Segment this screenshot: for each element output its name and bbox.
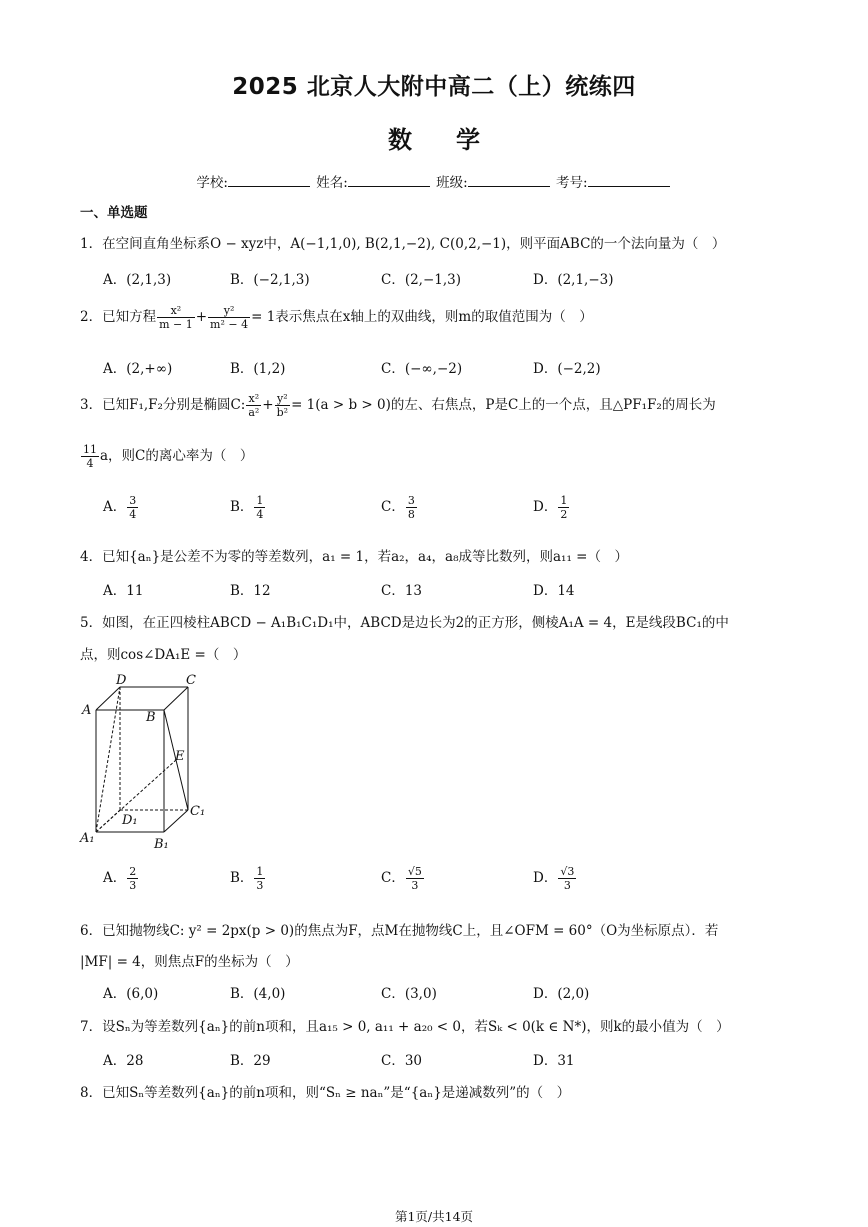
q4-option-b[interactable]: B．12 — [230, 583, 271, 599]
q3-option-a[interactable] — [103, 494, 139, 521]
q5-c-frac — [406, 865, 424, 892]
student-info-row — [0, 171, 868, 191]
q2-option-c[interactable]: C．(−∞,−2) — [381, 361, 463, 377]
question-5-stem: 5．如图，在正四棱柱ABCD − A₁B₁C₁D₁中，ABCD是边长为2的正方形，侧棱A₁A = 4，E是线段BC₁的中 — [80, 615, 729, 631]
q3-b-letter: B． — [230, 499, 254, 515]
q3-fraction-1 — [246, 392, 261, 419]
q3-a-frac — [127, 494, 138, 521]
label-a: A — [82, 703, 92, 718]
q3-d-letter: D． — [533, 499, 558, 515]
section-heading: 一、单选题 — [80, 205, 148, 221]
class-field[interactable] — [468, 174, 550, 187]
class-label: 班级: — [436, 175, 468, 191]
q5-option-b[interactable] — [230, 865, 266, 892]
q3-c-den: 8 — [407, 508, 415, 521]
q5-d-num: √3 — [560, 865, 575, 878]
label-b: B — [146, 710, 156, 725]
q2-frac2-den: m² − 4 — [210, 318, 249, 331]
question-6-stem: 6．已知抛物线C: y² = 2px(p > 0)的焦点为F，点M在抛物线C上，且∠OFM = 60°（O为坐标原点）．若 — [80, 923, 719, 939]
edge-cb — [164, 687, 188, 710]
q5-a-letter: A． — [103, 870, 127, 886]
q5-b-frac — [254, 865, 265, 892]
label-c1: C₁ — [190, 804, 206, 819]
subject-title: 数学 — [388, 126, 524, 154]
segment-a1d-hidden — [96, 687, 120, 832]
q2-option-a[interactable]: A．(2,+∞) — [103, 361, 173, 377]
q2-frac1-den: m − 1 — [159, 318, 193, 331]
prism-figure — [76, 670, 216, 855]
question-3-line-2 — [80, 443, 253, 470]
question-5-stem-line-2: 点，则cos∠DA₁E =（ ） — [80, 647, 247, 663]
q3-option-c[interactable] — [381, 494, 418, 521]
q3-d-den: 2 — [560, 508, 568, 521]
q5-c-letter: C． — [381, 870, 405, 886]
q3-line2-num: 11 — [83, 443, 97, 456]
q3-a-num: 3 — [129, 494, 137, 507]
q3-d-num: 1 — [560, 494, 568, 507]
q2-frac1-num: x² — [157, 304, 195, 318]
q7-option-b[interactable]: B．29 — [230, 1053, 271, 1069]
q5-b-letter: B． — [230, 870, 254, 886]
q6-option-d[interactable]: D．(2,0) — [533, 986, 590, 1002]
q1-option-a[interactable]: A．(2,1,3) — [103, 272, 172, 288]
q5-d-letter: D． — [533, 870, 558, 886]
page-title: 2025 北京人大附中高二（上）统练四 — [232, 74, 636, 100]
q3-line2-text: a，则C的离心率为（ ） — [100, 448, 254, 464]
q3-line2-den: 4 — [86, 457, 94, 470]
q3-b-den: 4 — [256, 508, 264, 521]
q3-frac2-num: y² — [275, 392, 290, 406]
label-e: E — [175, 749, 185, 764]
q2-stem-post: = 1表示焦点在x轴上的双曲线，则m的取值范围为（ ） — [251, 309, 593, 325]
q3-frac2-den: b² — [276, 406, 289, 419]
q6-option-c[interactable]: C．(3,0) — [381, 986, 437, 1002]
q3-a-letter: A． — [103, 499, 127, 515]
q5-b-num: 1 — [256, 865, 264, 878]
label-b1: B₁ — [154, 837, 169, 852]
question-8-stem: 8．已知Sₙ等差数列{aₙ}的前n项和，则“Sₙ ≥ naₙ”是“{aₙ}是递减数列”的（ ） — [80, 1085, 571, 1101]
question-4-stem: 4．已知{aₙ}是公差不为零的等差数列，a₁ = 1，若a₂，a₄，a₈成等比数列，则a₁₁ =（ ） — [80, 549, 628, 565]
q3-b-frac — [254, 494, 265, 521]
q7-option-c[interactable]: C．30 — [381, 1053, 423, 1069]
q3-option-d[interactable] — [533, 494, 570, 521]
q4-option-d[interactable]: D．14 — [533, 583, 575, 599]
q4-option-a[interactable]: A．11 — [103, 583, 144, 599]
q2-fraction-2 — [208, 304, 250, 331]
q2-fraction-1 — [157, 304, 195, 331]
question-3-stem: 3．已知F₁,F₂分别是椭圆C: $\frac{\text{x²}}{\text{a²}}$ + $\frac{\text{y²}}{\text{b²}}$ = 1(a > b > 0)的左、右焦点，P是C上的一个点，且△PF₁F₂的周长为 — [80, 392, 716, 419]
question-6-stem-line-2: |MF| = 4，则焦点F的坐标为（ ） — [80, 954, 299, 970]
q3-frac1-den: a² — [248, 406, 260, 419]
q5-d-frac — [558, 865, 576, 892]
q6-option-a[interactable]: A．(6,0) — [103, 986, 159, 1002]
q3-stem-post: = 1(a > b > 0)的左、右焦点，P是C上的一个点，且△PF₁F₂的周长为 — [291, 397, 716, 413]
q3-b-num: 1 — [256, 494, 264, 507]
q7-option-d[interactable]: D．31 — [533, 1053, 575, 1069]
q5-option-d[interactable] — [533, 865, 577, 892]
q2-option-d[interactable]: D．(−2,2) — [533, 361, 601, 377]
edge-b1c1 — [164, 810, 188, 832]
q5-b-den: 3 — [256, 879, 264, 892]
school-label: 学校: — [196, 175, 228, 191]
label-c: C — [186, 673, 196, 688]
q5-a-frac — [127, 865, 138, 892]
q5-option-c[interactable] — [381, 865, 425, 892]
q2-frac2-num: y² — [208, 304, 250, 318]
q5-c-num: √5 — [407, 865, 422, 878]
q3-stem-pre: 3．已知F₁,F₂分别是椭圆C: — [80, 397, 246, 413]
exam-no-field[interactable] — [588, 174, 670, 187]
label-d: D — [116, 673, 127, 688]
question-2-stem: 2．已知方程 $\frac{\text{x²}}{m - 1}$ + $\frac{\text{y²}}{\text{m² − 4}}$ = 1表示焦点在x轴上的双曲线，则m的取值范围为（ ） — [80, 304, 593, 331]
exam-no-label: 考号: — [556, 175, 588, 191]
label-a1: A₁ — [80, 831, 95, 846]
q3-c-num: 3 — [407, 494, 415, 507]
question-1-stem: 1．在空间直角坐标系O − xyz中，A(−1,1,0), B(2,1,−2), C(0,2,−1)，则平面ABC的一个法向量为（ ） — [80, 236, 726, 252]
q4-option-c[interactable]: C．13 — [381, 583, 423, 599]
q3-a-den: 4 — [129, 508, 137, 521]
name-label: 姓名: — [316, 175, 348, 191]
q3-option-b[interactable] — [230, 494, 266, 521]
q3-fraction-2 — [275, 392, 290, 419]
q3-line2-fraction — [81, 443, 99, 470]
q2-option-b[interactable]: B．(1,2) — [230, 361, 286, 377]
school-field[interactable] — [228, 174, 310, 187]
page-footer: 第1页/共14页 — [394, 1209, 474, 1224]
q1-option-c[interactable]: C．(2,−1,3) — [381, 272, 462, 288]
label-d1: D₁ — [122, 813, 138, 828]
q5-d-den: 3 — [563, 879, 571, 892]
q3-frac1-num: x² — [246, 392, 261, 406]
q7-option-a[interactable]: A．28 — [103, 1053, 144, 1069]
q5-option-a[interactable] — [103, 865, 139, 892]
q5-c-den: 3 — [411, 879, 419, 892]
q6-option-b[interactable]: B．(4,0) — [230, 986, 286, 1002]
q1-option-b[interactable]: B．(−2,1,3) — [230, 272, 310, 288]
question-7-stem: 7．设Sₙ为等差数列{aₙ}的前n项和，且a₁₅ > 0, a₁₁ + a₂₀ < 0，若Sₖ < 0(k ∈ N*)，则k的最小值为（ ） — [80, 1019, 730, 1035]
q1-option-d[interactable]: D．(2,1,−3) — [533, 272, 614, 288]
q3-c-letter: C． — [381, 499, 405, 515]
name-field[interactable] — [348, 174, 430, 187]
q3-c-frac — [406, 494, 417, 521]
q5-a-den: 3 — [129, 879, 137, 892]
q3-d-frac — [558, 494, 569, 521]
q5-a-num: 2 — [129, 865, 137, 878]
q2-stem-pre: 2．已知方程 — [80, 309, 157, 325]
